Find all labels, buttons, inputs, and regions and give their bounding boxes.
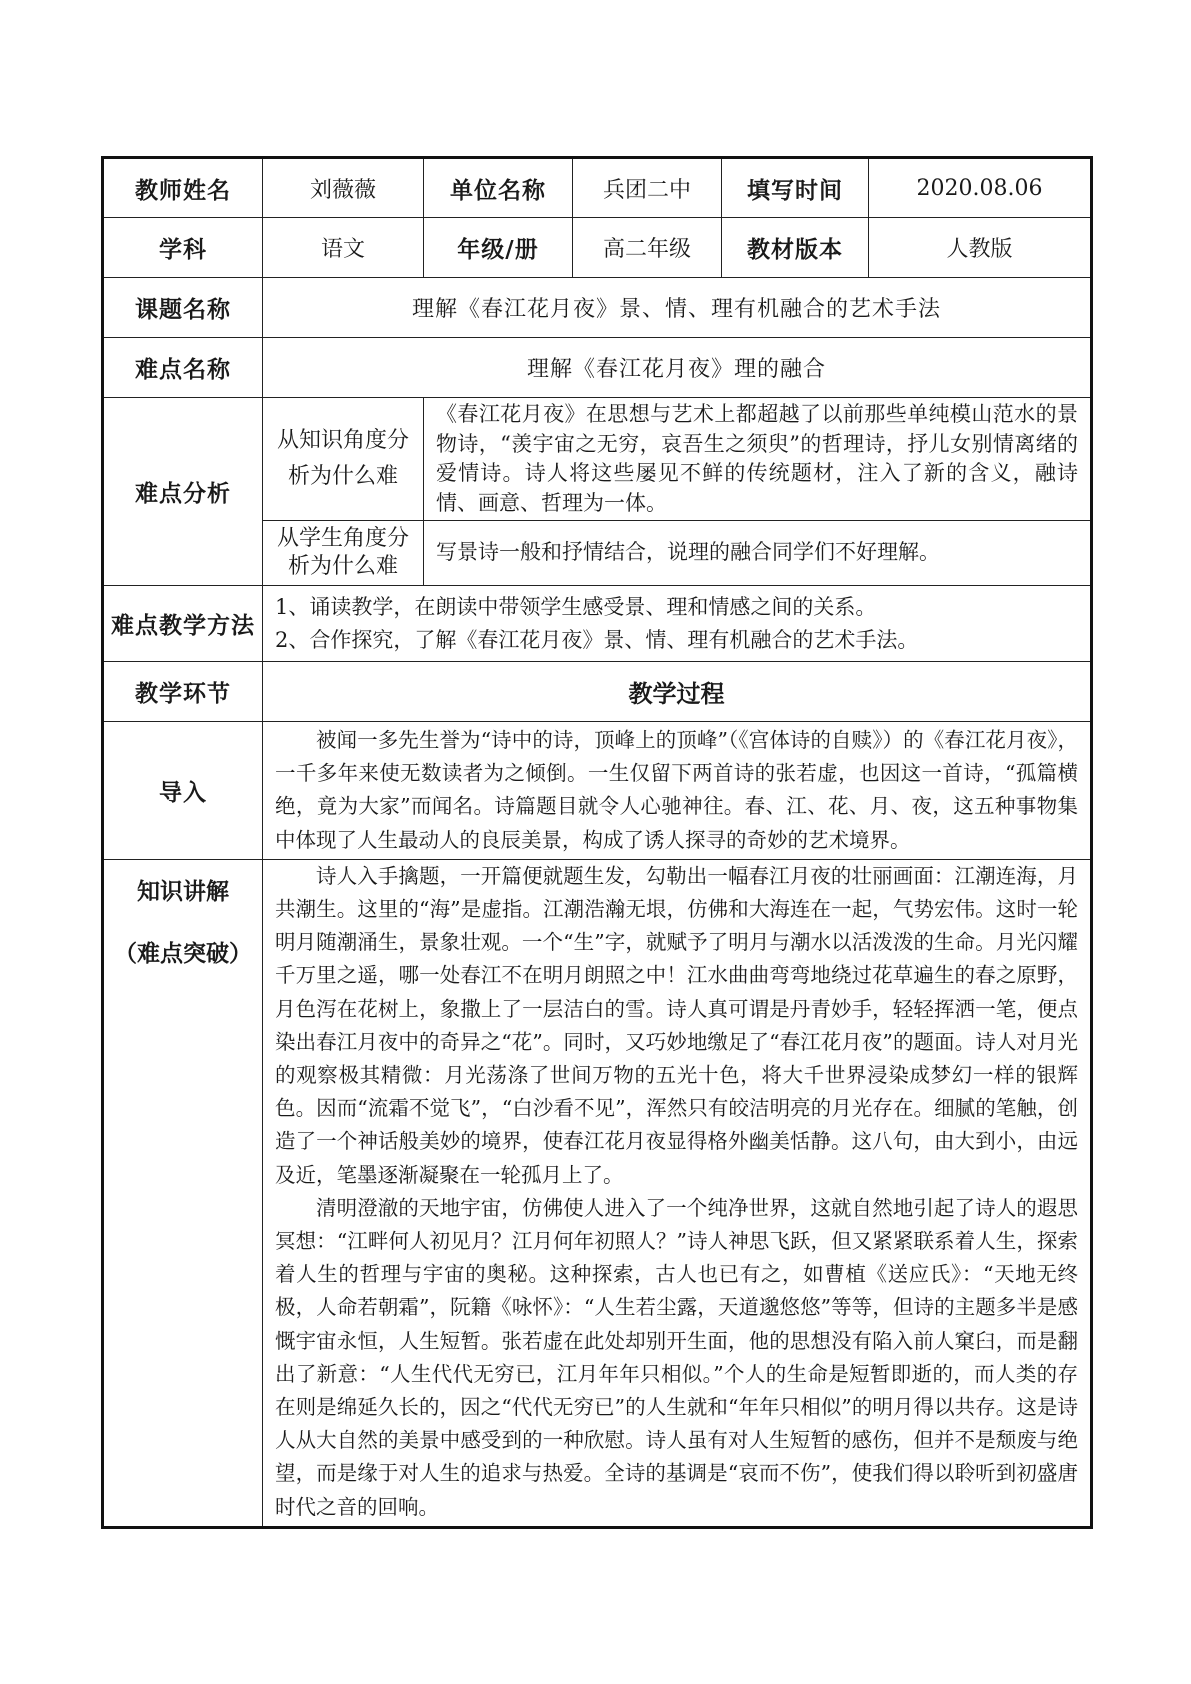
header-row-2	[103, 218, 1092, 278]
intro-paragraph: 被闻一多先生誉为“诗中的诗，顶峰上的顶峰”（《宫体诗的自赎》）的《春江花月夜》，一千多年来使无数读者为之倾倒。一生仅留下两首诗的张若虚，也因这一首诗，“孤篇横绝，竟为大家”而闻名。诗篇题目就令人心驰神往。春、江、花、月、夜，这五种事物集中体现了人生最动人的良辰美景，构成了诱人探寻的奇妙的艺术境界。	[275, 728, 1078, 852]
lesson-plan-sheet	[101, 156, 1090, 1529]
intro-text	[263, 722, 1092, 860]
grade-value: 高二年级	[573, 218, 722, 278]
grade-label: 年级/册	[424, 218, 573, 278]
edition-label: 教材版本	[722, 218, 869, 278]
knowledge-explain-label	[103, 859, 263, 1527]
subject-label: 学科	[103, 218, 263, 278]
topic-label: 课题名称	[103, 278, 263, 338]
knowledge-paragraph: 清明澄澈的天地宇宙，仿佛使人进入了一个纯净世界，这就自然地引起了诗人的遐思冥想：“江畔何人初见月？江月何年初照人？”诗人神思飞跃，但又紧紧联系着人生，探索着人生的哲理与宇宙的奥秘。这种探索，古人也已有之，如曹植《送应氏》：“天地无终极，人命若朝霜”，阮籍《咏怀》：“人生若尘露，天道邈悠悠”等等，但诗的主题多半是感慨宇宙永恒，人生短暂。张若虚在此处却别开生面，他的思想没有陷入前人窠臼，而是翻出了新意：“人生代代无穷已，江月年年只相似。”个人的生命是短暂即逝的，而人类的存在则是绵延久长的，因之“代代无穷已”的人生就和“年年只相似”的明月得以共存。这是诗人从大自然的美景中感受到的一种欣慰。诗人虽有对人生短暂的感伤，但并不是颓废与绝望，而是缘于对人生的追求与热爱。全诗的基调是“哀而不伤”，使我们得以聆听到初盛唐时代之音的回响。	[275, 1195, 1078, 1519]
unit-name-label: 单位名称	[424, 158, 573, 218]
intro-row	[103, 722, 1092, 860]
difficulty-value: 理解《春江花月夜》理的融合	[263, 338, 1092, 398]
process-header-row	[103, 662, 1092, 722]
methods-label: 难点教学方法	[103, 586, 263, 662]
methods-row	[103, 586, 1092, 662]
student-angle-text: 写景诗一般和抒情结合，说理的融合同学们不好理解。	[424, 521, 1092, 586]
student-angle-label: 从学生角度分析为什么难	[263, 521, 424, 586]
subject-value: 语文	[263, 218, 424, 278]
knowledge-label-line-2: （难点突破）	[114, 940, 252, 967]
knowledge-explain-text	[263, 859, 1092, 1527]
topic-value: 理解《春江花月夜》景、情、理有机融合的艺术手法	[263, 278, 1092, 338]
analysis-row-knowledge	[103, 398, 1092, 521]
knowledge-row	[103, 859, 1092, 1527]
header-row-1	[103, 158, 1092, 218]
fill-date-label: 填写时间	[722, 158, 869, 218]
unit-name-value: 兵团二中	[573, 158, 722, 218]
edition-value: 人教版	[869, 218, 1092, 278]
teaching-stage-label: 教学环节	[103, 662, 263, 722]
knowledge-angle-label: 从知识角度分析为什么难	[263, 398, 424, 521]
knowledge-paragraph: 诗人入手擒题，一开篇便就题生发，勾勒出一幅春江月夜的壮丽画面：江潮连海，月共潮生。这里的“海”是虚指。江潮浩瀚无垠，仿佛和大海连在一起，气势宏伟。这时一轮明月随潮涌生，景象壮观。一个“生”字，就赋予了明月与潮水以活泼泼的生命。月光闪耀千万里之遥，哪一处春江不在明月朗照之中！江水曲曲弯弯地绕过花草遍生的春之原野，月色泻在花树上，象撒上了一层洁白的雪。诗人真可谓是丹青妙手，轻轻挥洒一笔，便点染出春江月夜中的奇异之“花”。同时，又巧妙地缴足了“春江花月夜”的题面。诗人对月光的观察极其精微：月光荡涤了世间万物的五光十色，将大千世界浸染成梦幻一样的银辉色。因而“流霜不觉飞”，“白沙看不见”，浑然只有皎洁明亮的月光存在。细腻的笔触，创造了一个神话般美妙的境界，使春江花月夜显得格外幽美恬静。这八句，由大到小，由远及近，笔墨逐渐凝聚在一轮孤月上了。	[275, 863, 1078, 1187]
fill-date-value: 2020.08.06	[869, 158, 1092, 218]
analysis-label: 难点分析	[103, 398, 263, 586]
teacher-name-value: 刘薇薇	[263, 158, 424, 218]
method-item: 1、诵读教学，在朗读中带领学生感受景、理和情感之间的关系。	[275, 594, 877, 619]
difficulty-row	[103, 338, 1092, 398]
knowledge-label-line-1: 知识讲解	[137, 878, 229, 905]
difficulty-label: 难点名称	[103, 338, 263, 398]
topic-row	[103, 278, 1092, 338]
lesson-plan-table	[101, 156, 1093, 1529]
teacher-name-label: 教师姓名	[103, 158, 263, 218]
method-item: 2、合作探究，了解《春江花月夜》景、情、理有机融合的艺术手法。	[275, 627, 919, 652]
teaching-process-label: 教学过程	[263, 662, 1092, 722]
intro-label: 导入	[103, 722, 263, 860]
knowledge-angle-text: 《春江花月夜》在思想与艺术上都超越了以前那些单纯模山范水的景物诗，“羡宇宙之无穷，哀吾生之须臾”的哲理诗，抒儿女别情离绪的爱情诗。诗人将这些屡见不鲜的传统题材，注入了新的含义，融诗情、画意、哲理为一体。	[424, 398, 1092, 521]
methods-list	[263, 586, 1092, 662]
